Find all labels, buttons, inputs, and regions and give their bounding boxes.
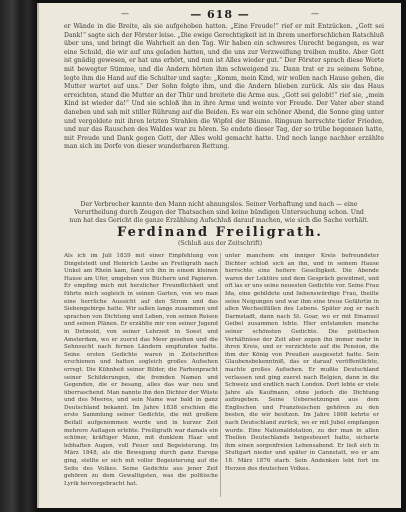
page-header bbox=[39, 9, 401, 21]
header-right-mark: — bbox=[311, 9, 319, 18]
page-number: — 618 — bbox=[190, 8, 250, 21]
story-continuation-text: er Wände in die Breite, als sie aufgehoben hatten. „Eine Freude!“ rief er mit Entzücken. „Gott sei Dank!“ sagte sich der Förster leise. „Die ewige Gerechtigkeit ist in ihrem unerforschlichen Ratschluß über uns, und bringt die Wahrheit an den Tag. Wir haben ein schweres Unrecht begangen, es war eine Schuld, die wir auf uns geladen hatten, und die uns zur Verzweiflung treiben mußte. Aber Gott ist gnädig gewesen, er hat uns erhört, und nun ist Alles wieder gut.“ Der Förster sprach diese Worte mit bewegter Stimme, und die Andern hörten ihm schweigend zu. Dann trat er zu seinem Sohne, legte ihm die Hand auf die Schulter und sagte: „Komm, mein Kind, wir wollen nach Hause gehen, die Mutter wartet auf uns.“ Der Sohn folgte ihm, und die Andern blieben zurück. Als sie das Haus erreichten, stand die Mutter an der Thür und breitete die Arme aus. „Gott sei gelobt!“ rief sie, „mein Kind ist wieder da!“ Und sie schloß ihn in ihre Arme und weinte vor Freude. Der Vater aber stand daneben und sah mit stiller Rührung auf die Beiden. Es war ein schöner Abend, die Sonne ging unter und vergoldete mit ihren letzten Strahlen die Wipfel der Bäume. Ringsum herrschte tiefer Frieden, und nur das Rauschen des Waldes war zu hören. So endete dieser Tag, der so trübe begonnen hatte, mit Freude und Dank gegen Gott, der Alles wohl gemacht hatte. Und noch lange nachher erzählte man sich im Dorfe von dieser wunderbaren Rettung. bbox=[64, 23, 384, 151]
left-column-text: Als ich im Juli 1839 mit einer Empfehlung von Dingelstedt und Heinrich Laube an Freiligrath nach Unkel am Rhein kam, fand ich ihn in einem kleinen Hause am Ufer, umgeben von Büchern und Papieren. Er empfing mich mit herzlicher Freundlichkeit und führte mich sogleich in seinen Garten, von wo man eine herrliche Aussicht auf den Strom und das Siebengebirge hatte. Wir saßen lange zusammen und sprachen von Dichtung und Leben, von seinen Reisen und seinen Plänen. Er erzählte mir von seiner Jugend in Detmold, von seiner Lehrzeit in Soest und Amsterdam, wo er zuerst das Meer gesehen und die Sehnsucht nach fernen Ländern empfunden hatte. Seine ersten Gedichte waren in Zeitschriften erschienen und hatten sogleich großes Aufsehen erregt. Die Kühnheit seiner Bilder, die Farbenpracht seiner Schilderungen, die fremden Namen und Gegenden, die er besang, alles das war neu und überraschend. Man nannte ihn den Dichter der Wüste und des Meeres, und sein Name war bald in ganz Deutschland bekannt. Im Jahre 1838 erschien die erste Sammlung seiner Gedichte, die mit großem Beifall aufgenommen wurde und in kurzer Zeit mehrere Auflagen erlebte. Freiligrath war damals ein schöner, kräftiger Mann, mit dunklem Haar und lebhaften Augen, voll Feuer und Begeisterung. Im März 1848, als die Bewegung durch ganz Europa ging, stellte er sich mit voller Begeisterung auf die Seite des Volkes. Seine Gedichte aus jener Zeit gehören zu dem Gewaltigsten, was die politische Lyrik hervorgebracht hat. bbox=[64, 253, 218, 487]
article-title: Ferdinand Freiligrath. bbox=[117, 225, 323, 240]
header-left-mark: — bbox=[121, 9, 129, 18]
section-note-text: Der Verbrecher kannte den Mann nicht ahnungslos. Seiner Verhaftung und nach — eine Verurtheilung durch Zeugen der Thatsachen sind keine bündigen Untersuchung schon. Und nun hat das Gericht die ganze Erzählung Aufschluß darauf machen, wie sich die Sache verhält. bbox=[69, 201, 369, 224]
column-divider bbox=[220, 253, 221, 497]
right-column-text: unter manchem ein inniger Kreis befreundeter Dichter schloß sich an ihn, und in seinem Hause herrschte eine heitere Geselligkeit. Die Abende waren der Lektüre und dem Gespräch gewidmet, und oft las er uns seine neuesten Gedichte vor. Seine Frau Ida, eine gebildete und liebenswürdige Frau, theilte seine Neigungen und war ihm eine treue Gefährtin in allen Wechselfällen des Lebens. Später zog er nach Darmstadt, dann nach St. Goar, wo er mit Emanuel Geibel zusammen lebte. Hier entstanden manche seiner schönsten Gedichte. Die politischen Verhältnisse der Zeit aber zogen ihn immer mehr in ihren Kreis, und er verzichtete auf die Pension, die ihm der König von Preußen ausgesetzt hatte. Sein Glaubensbekenntniß, das er darauf veröffentlichte, machte großes Aufsehen. Er mußte Deutschland verlassen und ging zuerst nach Belgien, dann in die Schweiz und endlich nach London. Dort lebte er viele Jahre als Kaufmann, ohne jedoch die Dichtung aufzugeben. Seine Uebersetzungen aus dem Englischen und Französischen gehören zu den besten, die wir besitzen. Im Jahre 1868 kehrte er nach Deutschland zurück, wo er mit Jubel empfangen wurde. Eine Nationaldotation, zu der man in allen Theilen Deutschlands beigesteuert hatte, sicherte ihm einen sorgenfreien Lebensabend. Er ließ sich in Stuttgart nieder und später in Cannstatt, wo er am 18. März 1876 starb. Sein Andenken lebt fort im Herzen des deutschen Volkes. bbox=[225, 253, 379, 472]
book-page bbox=[37, 3, 401, 508]
article-subtitle: (Schluß aus der Zeitschrift) bbox=[177, 240, 263, 247]
section-note bbox=[69, 201, 369, 224]
